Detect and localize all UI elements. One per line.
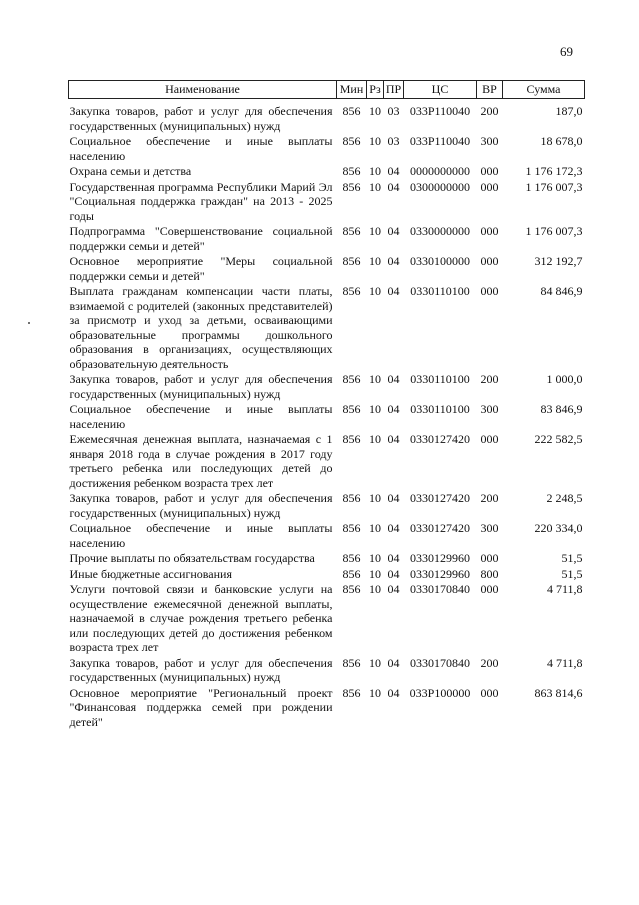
table-row: [69, 372, 585, 402]
row-name: Услуги почтовой связи и банковские услуги на осуществление ежемесячной денежной выплаты, назначаемой в случае рождения третьего ребенка или последующих детей до достижения ребенком возраста трех лет: [69, 582, 333, 654]
row-name: Закупка товаров, работ и услуг для обеспечения государственных (муниципальных) нужд: [69, 372, 333, 401]
row-pr: 04: [387, 566, 400, 581]
row-rz: 10: [369, 254, 381, 268]
row-vr: 200: [480, 372, 499, 386]
row-sum: 1 176 007,3: [525, 224, 583, 238]
row-vr: 200: [480, 491, 499, 505]
row-vr: 000: [480, 254, 499, 268]
row-cs: 0330127420: [410, 521, 470, 535]
table-row: [69, 491, 585, 521]
row-min: 856: [342, 402, 361, 416]
row-cs: 033P110040: [409, 134, 471, 148]
table-row: [69, 402, 585, 432]
row-sum: 222 582,5: [534, 432, 583, 446]
row-sum: 1 176 007,3: [525, 179, 583, 194]
row-pr: 03: [387, 134, 400, 148]
row-min: 856: [342, 224, 361, 238]
row-rz: 10: [369, 432, 381, 446]
row-pr: 04: [387, 655, 400, 670]
row-cs: 0300000000: [410, 179, 470, 194]
table-body: [69, 99, 585, 731]
row-name: Основное мероприятие "Региональный проект "Финансовая поддержка семей при рождении детей": [69, 685, 333, 729]
row-rz: 10: [369, 685, 381, 700]
row-vr: 000: [480, 685, 499, 700]
row-name: Социальное обеспечение и иные выплаты населению: [69, 521, 333, 550]
header-min: Мин: [337, 81, 367, 99]
row-rz: 10: [369, 179, 381, 194]
table-row: [69, 164, 585, 180]
row-vr: 000: [480, 551, 499, 565]
row-name: Государственная программа Республики Марий Эл "Социальная поддержка граждан" на 2013 - 2025 годы: [69, 179, 333, 223]
row-cs: 0330129960: [410, 551, 470, 565]
header-cs: ЦС: [404, 81, 477, 99]
table-header: [69, 81, 585, 99]
row-vr: 300: [480, 521, 499, 535]
row-rz: 10: [369, 655, 381, 670]
row-cs: 0330129960: [410, 566, 470, 581]
row-vr: 000: [480, 582, 499, 596]
row-pr: 04: [387, 521, 400, 535]
row-rz: 10: [369, 104, 381, 118]
row-rz: 10: [369, 582, 381, 596]
row-min: 856: [342, 134, 361, 148]
row-pr: 04: [387, 582, 400, 596]
row-vr: 300: [480, 402, 499, 416]
row-min: 856: [342, 551, 361, 565]
row-rz: 10: [369, 134, 381, 148]
row-sum: 51,5: [561, 566, 583, 581]
row-name: Подпрограмма "Совершенствование социальной поддержки семьи и детей": [69, 224, 333, 253]
header-pr: ПР: [384, 81, 404, 99]
table-row: [69, 551, 585, 567]
row-sum: 863 814,6: [534, 685, 583, 700]
row-min: 856: [342, 521, 361, 535]
page-number: 69: [560, 44, 573, 59]
row-rz: 10: [369, 284, 381, 298]
row-name: Закупка товаров, работ и услуг для обеспечения государственных (муниципальных) нужд: [69, 491, 333, 520]
table-row: [69, 521, 585, 551]
row-rz: 10: [369, 224, 381, 238]
row-name: Выплата гражданам компенсации части платы, взимаемой с родителей (законных представителей) за присмотр и уход за детьми, осваивающими образовательные программы дошкольного образования в организациях, осуществляющих образовательную деятельность: [69, 284, 333, 371]
row-sum: 51,5: [561, 551, 583, 565]
row-min: 856: [342, 491, 361, 505]
row-min: 856: [342, 582, 361, 596]
row-rz: 10: [369, 402, 381, 416]
row-min: 856: [342, 685, 361, 700]
row-sum: 220 334,0: [534, 521, 583, 535]
row-pr: 04: [387, 224, 400, 238]
row-name: Ежемесячная денежная выплата, назначаемая с 1 января 2018 года в случае рождения в 2017 году третьего ребенка или последующих детей до достижения ребенком возраста трех лет: [69, 432, 333, 490]
table-row: [69, 656, 585, 686]
table-row: [69, 284, 585, 372]
row-min: 856: [342, 254, 361, 268]
row-min: 856: [342, 372, 361, 386]
row-pr: 04: [387, 491, 400, 505]
row-rz: 10: [369, 521, 381, 535]
row-min: 856: [342, 104, 361, 118]
row-vr: 000: [480, 224, 499, 238]
row-min: 856: [342, 179, 361, 194]
row-cs: 0000000000: [410, 164, 470, 178]
row-name: Основное мероприятие "Меры социальной поддержки семьи и детей": [69, 254, 333, 283]
row-pr: 04: [387, 254, 400, 268]
row-name: Иные бюджетные ассигнования: [69, 566, 232, 581]
row-pr: 04: [387, 372, 400, 386]
row-vr: 000: [480, 179, 499, 194]
row-rz: 10: [369, 491, 381, 505]
row-sum: 2 248,5: [546, 491, 583, 505]
margin-dot: [28, 322, 30, 324]
table-row: [69, 686, 585, 731]
row-sum: 18 678,0: [540, 134, 583, 148]
row-cs: 0330110100: [410, 284, 470, 298]
row-pr: 04: [387, 179, 400, 194]
row-sum: 83 846,9: [540, 402, 583, 416]
row-cs: 0330000000: [410, 224, 470, 238]
row-cs: 0330110100: [410, 372, 470, 386]
row-min: 856: [342, 164, 361, 178]
header-sum: Сумма: [503, 81, 585, 99]
row-sum: 312 192,7: [534, 254, 583, 268]
row-rz: 10: [369, 566, 381, 581]
row-pr: 04: [387, 402, 400, 416]
row-cs: 0330170840: [410, 655, 470, 670]
row-pr: 04: [387, 685, 400, 700]
row-cs: 033P100000: [409, 685, 471, 700]
row-rz: 10: [369, 372, 381, 386]
row-pr: 04: [387, 432, 400, 446]
row-min: 856: [342, 566, 361, 581]
row-sum: 1 176 172,3: [525, 164, 583, 178]
row-sum: 187,0: [555, 104, 583, 118]
row-vr: 200: [480, 655, 499, 670]
row-pr: 04: [387, 164, 400, 178]
table-row: [69, 567, 585, 583]
table-row: [69, 432, 585, 491]
row-cs: 0330127420: [410, 491, 470, 505]
table-row: [69, 224, 585, 254]
row-cs: 0330127420: [410, 432, 470, 446]
header-vr: ВР: [477, 81, 503, 99]
row-sum: 4 711,8: [546, 582, 583, 596]
row-sum: 4 711,8: [546, 655, 583, 670]
header-rz: Рз: [367, 81, 384, 99]
row-min: 856: [342, 284, 361, 298]
row-cs: 033P110040: [409, 104, 471, 118]
table-row: [69, 180, 585, 225]
budget-table: [68, 80, 585, 730]
header-name: Наименование: [69, 81, 337, 99]
row-cs: 0330170840: [410, 582, 470, 596]
row-pr: 04: [387, 284, 400, 298]
row-sum: 84 846,9: [540, 284, 583, 298]
row-min: 856: [342, 432, 361, 446]
row-sum: 1 000,0: [546, 372, 583, 386]
row-pr: 04: [387, 551, 400, 565]
row-vr: 000: [480, 164, 499, 178]
row-name: Охрана семьи и детства: [69, 164, 192, 178]
table-row: [69, 134, 585, 164]
row-vr: 000: [480, 432, 499, 446]
row-vr: 300: [480, 134, 499, 148]
row-cs: 0330100000: [410, 254, 470, 268]
row-name: Прочие выплаты по обязательствам государства: [69, 551, 315, 565]
row-vr: 200: [480, 104, 499, 118]
row-vr: 800: [480, 566, 499, 581]
row-name: Закупка товаров, работ и услуг для обеспечения государственных (муниципальных) нужд: [69, 655, 333, 684]
row-pr: 03: [387, 104, 400, 118]
row-name: Социальное обеспечение и иные выплаты населению: [69, 134, 333, 163]
row-vr: 000: [480, 284, 499, 298]
row-rz: 10: [369, 551, 381, 565]
table-row: [69, 254, 585, 284]
table-row: [69, 582, 585, 656]
table-row: [69, 99, 585, 135]
row-name: Закупка товаров, работ и услуг для обеспечения государственных (муниципальных) нужд: [69, 104, 333, 133]
row-min: 856: [342, 655, 361, 670]
row-cs: 0330110100: [410, 402, 470, 416]
row-rz: 10: [369, 164, 381, 178]
row-name: Социальное обеспечение и иные выплаты населению: [69, 402, 333, 431]
